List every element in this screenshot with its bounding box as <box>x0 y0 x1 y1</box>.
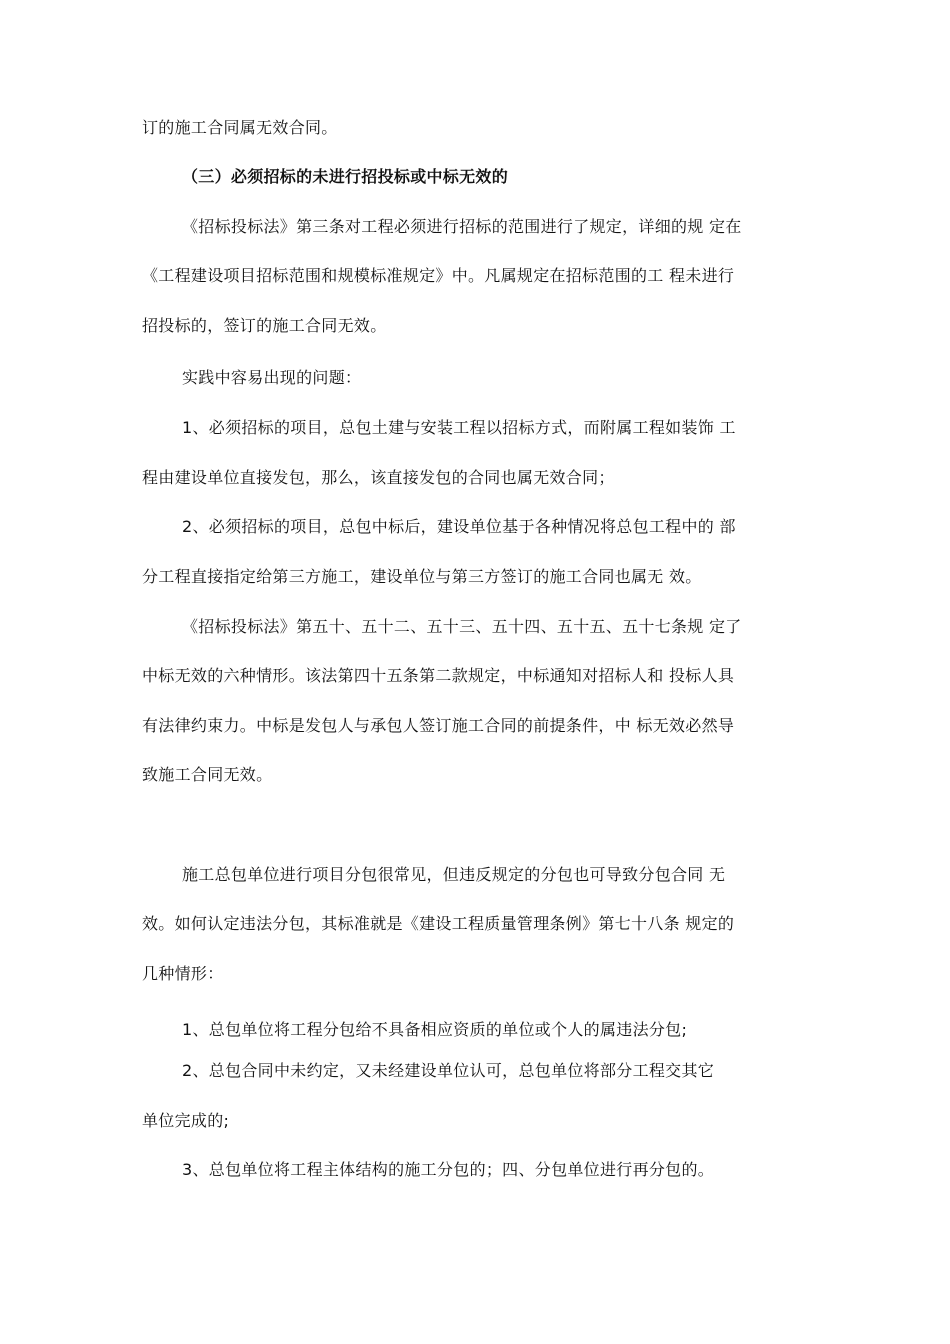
text-line-3: 《招标投标法》第三条对工程必须进行招标的范围进行了规定，详细的规 定在 <box>182 217 742 236</box>
text-line-17: 几种情形： <box>142 964 224 983</box>
text-line-21: 3、总包单位将工程主体结构的施工分包的；四、分包单位进行再分包的。 <box>182 1160 715 1179</box>
text-line-11: 《招标投标法》第五十、五十二、五十三、五十四、五十五、五十七条规 定了 <box>182 617 742 636</box>
text-line-15: 施工总包单位进行项目分包很常见，但违反规定的分包也可导致分包合同 无 <box>182 865 726 884</box>
text-line-19: 2、总包合同中未约定，又未经建设单位认可，总包单位将部分工程交其它 <box>182 1061 715 1080</box>
text-line-1: 订的施工合同属无效合同。 <box>142 118 338 137</box>
text-line-20: 单位完成的; <box>142 1111 230 1130</box>
text-line-16: 效。如何认定违法分包，其标准就是《建设工程质量管理条例》第七十八条 规定的 <box>142 914 735 933</box>
text-line-14: 致施工合同无效。 <box>142 765 273 784</box>
text-line-4: 《工程建设项目招标范围和规模标准规定》中。凡属规定在招标范围的工 程未进行 <box>142 266 735 285</box>
text-line-13: 有法律约束力。中标是发包人与承包人签订施工合同的前提条件，中 标无效必然导 <box>142 716 735 735</box>
text-line-18: 1、总包单位将工程分包给不具备相应资质的单位或个人的属违法分包; <box>182 1020 688 1039</box>
text-line-7: 1、必须招标的项目，总包土建与安装工程以招标方式，而附属工程如装饰 工 <box>182 418 736 437</box>
text-line-10: 分工程直接指定给第三方施工，建设单位与第三方签订的施工合同也属无 效。 <box>142 567 702 586</box>
text-line-6: 实践中容易出现的问题： <box>182 368 362 387</box>
text-line-5: 招投标的，签订的施工合同无效。 <box>142 316 387 335</box>
text-line-12: 中标无效的六种情形。该法第四十五条第二款规定，中标通知对招标人和 投标人具 <box>142 666 735 685</box>
text-line-9: 2、必须招标的项目，总包中标后，建设单位基于各种情况将总包工程中的 部 <box>182 517 736 536</box>
section-heading: （三）必须招标的未进行招投标或中标无效的 <box>182 167 509 186</box>
text-line-8: 程由建设单位直接发包，那么，该直接发包的合同也属无效合同； <box>142 468 615 487</box>
